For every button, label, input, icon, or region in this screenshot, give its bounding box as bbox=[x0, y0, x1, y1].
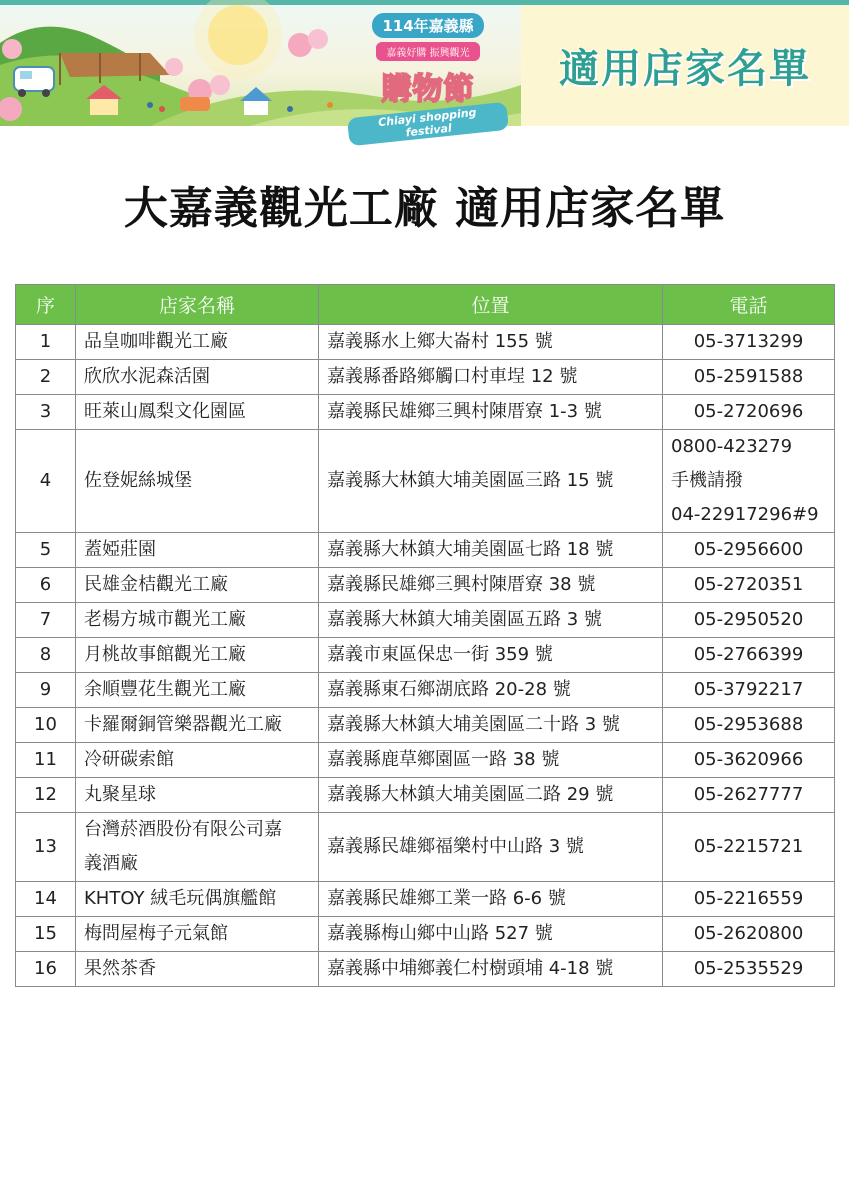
cell-no: 9 bbox=[16, 673, 76, 708]
cell-no: 15 bbox=[16, 917, 76, 952]
store-table bbox=[15, 284, 835, 987]
cell-location: 嘉義縣民雄鄉福樂村中山路 3 號 bbox=[319, 813, 663, 882]
cell-no: 1 bbox=[16, 325, 76, 360]
cell-location: 嘉義縣民雄鄉工業一路 6-6 號 bbox=[319, 882, 663, 917]
cell-phone: 05-2215721 bbox=[663, 813, 835, 882]
cell-no: 13 bbox=[16, 813, 76, 882]
phone-line: 0800-423279 bbox=[671, 436, 793, 457]
table-row bbox=[16, 430, 835, 533]
cell-phone: 05-2956600 bbox=[663, 533, 835, 568]
logo-main-title: 購物節 bbox=[381, 72, 475, 107]
cell-location: 嘉義縣大林鎮大埔美園區七路 18 號 bbox=[319, 533, 663, 568]
cell-location: 嘉義縣民雄鄉三興村陳厝寮 38 號 bbox=[319, 568, 663, 603]
cell-store-name: 余順豐花生觀光工廠 bbox=[76, 673, 319, 708]
table-row bbox=[16, 638, 835, 673]
store-table-body bbox=[16, 325, 835, 987]
cell-location: 嘉義縣東石鄉湖底路 20-28 號 bbox=[319, 673, 663, 708]
table-row bbox=[16, 778, 835, 813]
page-title: 大嘉義觀光工廠 適用店家名單 bbox=[123, 183, 726, 234]
logo-year-label: 114年嘉義縣 bbox=[372, 13, 483, 38]
cell-store-name: 民雄金桔觀光工廠 bbox=[76, 568, 319, 603]
cell-no: 12 bbox=[16, 778, 76, 813]
cell-store-name: 月桃故事館觀光工廠 bbox=[76, 638, 319, 673]
cell-location: 嘉義縣水上鄉大崙村 155 號 bbox=[319, 325, 663, 360]
cell-store-name: 蓋婭莊園 bbox=[76, 533, 319, 568]
table-row bbox=[16, 603, 835, 638]
logo-subtitle: 嘉義好購 振興觀光 bbox=[376, 42, 480, 61]
table-row bbox=[16, 708, 835, 743]
store-name-line: 台灣菸酒股份有限公司嘉 bbox=[84, 819, 282, 840]
cell-no: 2 bbox=[16, 360, 76, 395]
table-row bbox=[16, 533, 835, 568]
phone-line: 手機請撥 bbox=[671, 470, 743, 491]
cell-location: 嘉義縣番路鄉觸口村車埕 12 號 bbox=[319, 360, 663, 395]
store-name-line: 義酒廠 bbox=[84, 853, 138, 874]
festival-banner bbox=[0, 5, 849, 140]
cell-no: 6 bbox=[16, 568, 76, 603]
cell-store-name: KHTOY 絨毛玩偶旗艦館 bbox=[76, 882, 319, 917]
cell-store-name: 佐登妮絲城堡 bbox=[76, 430, 319, 533]
cell-store-name: 品皇咖啡觀光工廠 bbox=[76, 325, 319, 360]
column-header-no: 序 bbox=[16, 285, 76, 325]
table-row bbox=[16, 917, 835, 952]
cell-store-name: 梅問屋梅子元氣館 bbox=[76, 917, 319, 952]
logo-english-subtitle: Chiayi shopping festival bbox=[347, 102, 509, 147]
cell-no: 16 bbox=[16, 952, 76, 987]
cell-location: 嘉義縣鹿草鄉園區一路 38 號 bbox=[319, 743, 663, 778]
cell-no: 10 bbox=[16, 708, 76, 743]
cell-phone: 05-3620966 bbox=[663, 743, 835, 778]
column-header-location: 位置 bbox=[319, 285, 663, 325]
cell-no: 5 bbox=[16, 533, 76, 568]
cell-location: 嘉義市東區保忠一街 359 號 bbox=[319, 638, 663, 673]
cell-store-name: 果然茶香 bbox=[76, 952, 319, 987]
cell-phone: 05-2216559 bbox=[663, 882, 835, 917]
cell-phone: 05-3792217 bbox=[663, 673, 835, 708]
column-header-phone: 電話 bbox=[663, 285, 835, 325]
phone-line: 04-22917296#9 bbox=[671, 504, 819, 525]
table-row bbox=[16, 395, 835, 430]
cell-location: 嘉義縣大林鎮大埔美園區二十路 3 號 bbox=[319, 708, 663, 743]
cell-phone: 05-2627777 bbox=[663, 778, 835, 813]
cell-phone bbox=[663, 430, 835, 533]
cell-no: 14 bbox=[16, 882, 76, 917]
column-header-name: 店家名稱 bbox=[76, 285, 319, 325]
cell-phone: 05-2720696 bbox=[663, 395, 835, 430]
cell-store-name: 卡羅爾銅管樂器觀光工廠 bbox=[76, 708, 319, 743]
table-row bbox=[16, 743, 835, 778]
cell-location: 嘉義縣大林鎮大埔美園區三路 15 號 bbox=[319, 430, 663, 533]
cell-store-name: 丸聚星球 bbox=[76, 778, 319, 813]
cell-no: 11 bbox=[16, 743, 76, 778]
table-row bbox=[16, 882, 835, 917]
cell-phone: 05-3713299 bbox=[663, 325, 835, 360]
table-row bbox=[16, 325, 835, 360]
table-row bbox=[16, 813, 835, 882]
cell-no: 8 bbox=[16, 638, 76, 673]
cell-store-name: 冷研碳索館 bbox=[76, 743, 319, 778]
cell-phone: 05-2720351 bbox=[663, 568, 835, 603]
table-row bbox=[16, 360, 835, 395]
cell-no: 7 bbox=[16, 603, 76, 638]
cell-store-name: 欣欣水泥森活園 bbox=[76, 360, 319, 395]
cell-phone: 05-2535529 bbox=[663, 952, 835, 987]
cell-store-name: 旺萊山鳳梨文化園區 bbox=[76, 395, 319, 430]
table-row bbox=[16, 952, 835, 987]
banner-heading-panel bbox=[521, 5, 849, 126]
cell-phone: 05-2953688 bbox=[663, 708, 835, 743]
banner-heading: 適用店家名單 bbox=[559, 46, 811, 92]
table-row bbox=[16, 568, 835, 603]
cell-store-name bbox=[76, 813, 319, 882]
table-header-row bbox=[16, 285, 835, 325]
cell-phone: 05-2950520 bbox=[663, 603, 835, 638]
cell-location: 嘉義縣中埔鄉義仁村樹頭埔 4-18 號 bbox=[319, 952, 663, 987]
cell-phone: 05-2620800 bbox=[663, 917, 835, 952]
cell-phone: 05-2766399 bbox=[663, 638, 835, 673]
cell-location: 嘉義縣大林鎮大埔美園區二路 29 號 bbox=[319, 778, 663, 813]
cell-store-name: 老楊方城市觀光工廠 bbox=[76, 603, 319, 638]
cell-location: 嘉義縣梅山鄉中山路 527 號 bbox=[319, 917, 663, 952]
cell-no: 3 bbox=[16, 395, 76, 430]
cell-no: 4 bbox=[16, 430, 76, 533]
cell-location: 嘉義縣民雄鄉三興村陳厝寮 1-3 號 bbox=[319, 395, 663, 430]
festival-logo bbox=[348, 11, 508, 140]
banner-illustration bbox=[0, 5, 521, 140]
cell-location: 嘉義縣大林鎮大埔美園區五路 3 號 bbox=[319, 603, 663, 638]
table-row bbox=[16, 673, 835, 708]
cell-phone: 05-2591588 bbox=[663, 360, 835, 395]
